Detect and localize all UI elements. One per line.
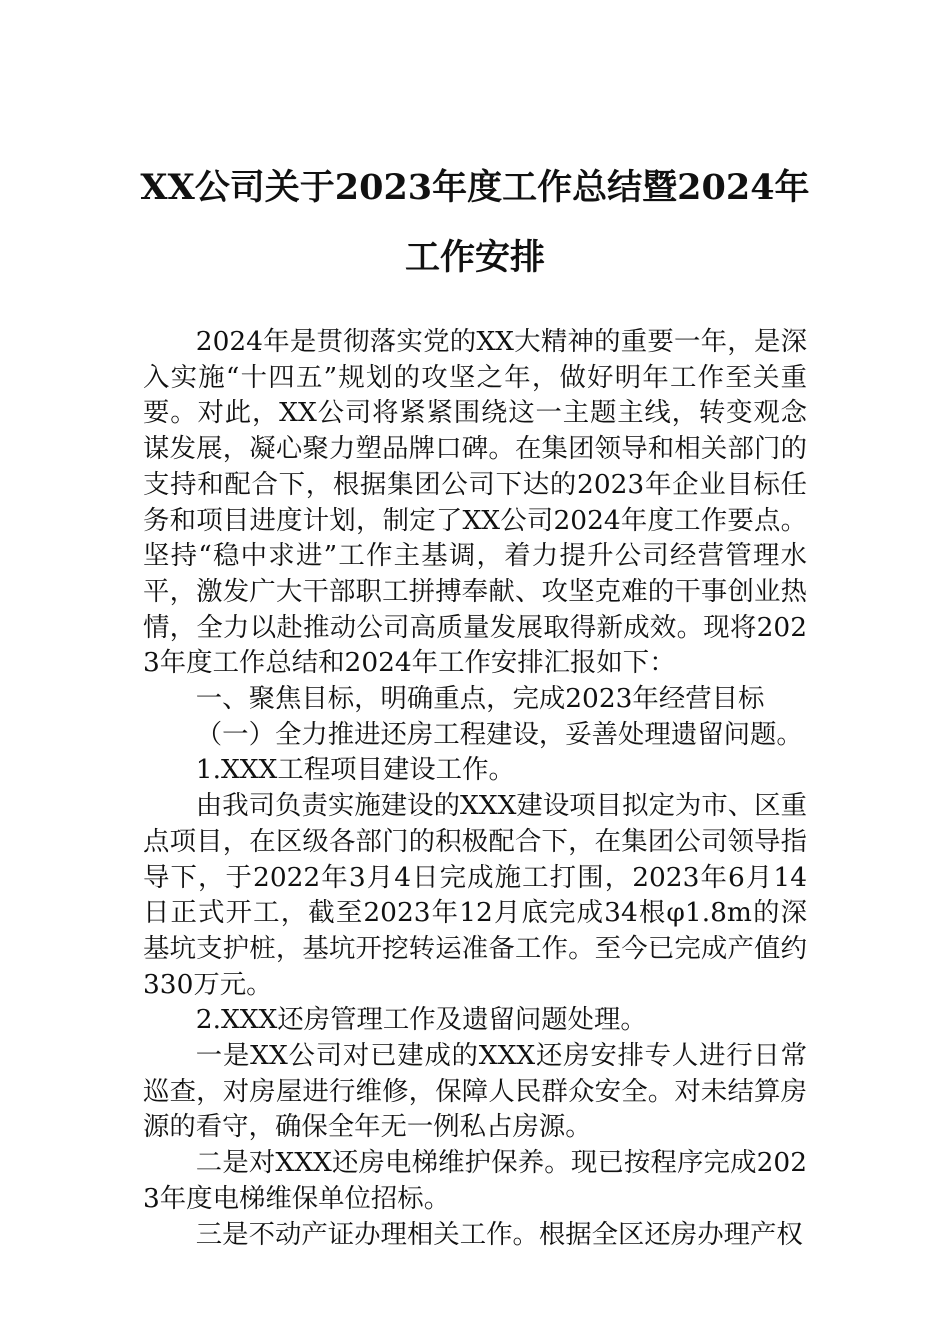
subsection-heading-1: （一）全力推进还房工程建设，妥善处理遗留问题。 xyxy=(195,718,803,750)
point-2-paragraph: 二是对XXX还房电梯维护保养。现已按程序完成2023年度电梯维保单位招标。 xyxy=(143,1147,807,1214)
item-heading-2: 2.XXX还房管理工作及遗留问题处理。 xyxy=(195,1004,647,1036)
intro-paragraph: 2024年是贯彻落实党的XX大精神的重要一年，是深入实施“十四五”规划的攻坚之年，做好明年工作至关重要。对此，XX公司将紧紧围绕这一主题主线，转变观念谋发展，凝心聚力塑品牌口碑。在集团领导和相关部门的支持和配合下，根据集团公司下达的2023年企业目标任务和项目进度计划，制定了XX公司2024年度工作要点。坚持“稳中求进”工作主基调，着力提升公司经营管理水平，激发广大干部职工拼搏奉献、攻坚克难的干事创业热情，全力以赴推动公司高质量发展取得新成效。现将2023年度工作总结和2024年工作安排汇报如下： xyxy=(143,326,807,679)
point-3-paragraph: 三是不动产证办理相关工作。根据全区还房办理产权 xyxy=(195,1218,803,1250)
point-1-paragraph: 一是XX公司对已建成的XXX还房安排专人进行日常巡查，对房屋进行维修，保障人民群众安全。对未结算房源的看守，确保全年无一例私占房源。 xyxy=(143,1040,807,1143)
document-body xyxy=(143,324,807,1252)
item-heading-1: 1.XXX工程项目建设工作。 xyxy=(195,754,515,786)
section-heading-1: 一、聚焦目标，明确重点，完成2023年经营目标 xyxy=(195,683,765,715)
item-1-paragraph: 由我司负责实施建设的XXX建设项目拟定为市、区重点项目，在区级各部门的积极配合下，在集团公司领导指导下，于2022年3月4日完成施工打围，2023年6月14日正式开工，截至2023年12月底完成34根φ1.8m的深基坑支护桩，基坑开挖转运准备工作。至今已完成产值约330万元。 xyxy=(143,790,807,1000)
document-title-line-2: 工作安排 xyxy=(404,237,545,278)
document-title-line-1: XX公司关于2023年度工作总结暨2024年 xyxy=(140,167,810,208)
